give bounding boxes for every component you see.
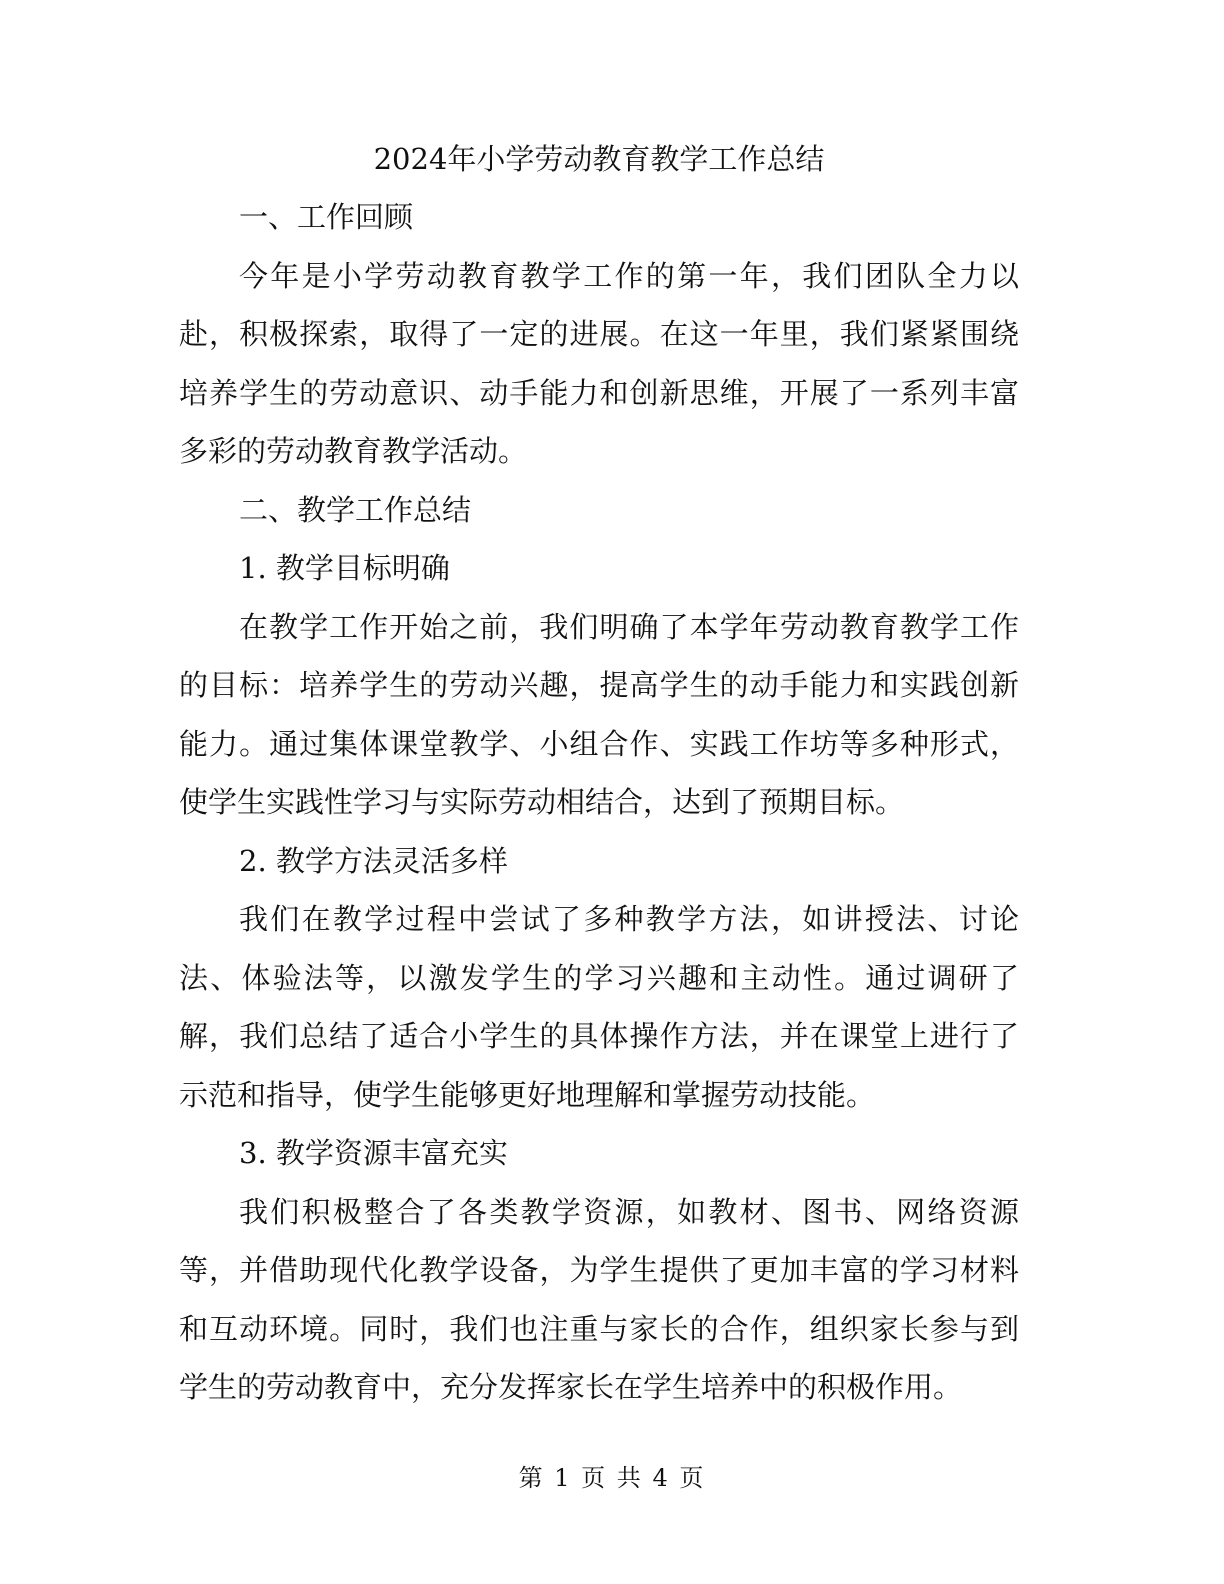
subheading-goals: 1. 教学目标明确 — [239, 551, 450, 585]
paragraph-resources: 我们积极整合了各类教学资源，如教材、图书、网络资源等，并借助现代化教学设备，为学生提供了更加丰富的学习材料和互动环境。同时，我们也注重与家长的合作，组织家长参与到学生的劳动教育中，充分发挥家长在学生培养中的积极作用。 — [179, 1194, 1019, 1404]
section-heading-review: 一、工作回顾 — [239, 200, 414, 234]
subheading-methods: 2. 教学方法灵活多样 — [239, 843, 508, 878]
page-number-footer: 第 1 页 共 4 页 — [518, 1464, 706, 1492]
paragraph-goals: 在教学工作开始之前，我们明确了本学年劳动教育教学工作的目标：培养学生的劳动兴趣，提高学生的动手能力和实践创新能力。通过集体课堂教学、小组合作、实践工作坊等多种形式，使学生实践性学习与实际劳动相结合，达到了预期目标。 — [179, 609, 1019, 819]
document-body — [179, 130, 1019, 1417]
subheading-resources: 3. 教学资源丰富充实 — [239, 1136, 508, 1170]
paragraph-review: 今年是小学劳动教育教学工作的第一年，我们团队全力以赴，积极探索，取得了一定的进展。在这一年里，我们紧紧围绕培养学生的劳动意识、动手能力和创新思维，开展了一系列丰富多彩的劳动教育教学活动。 — [179, 258, 1019, 468]
section-heading-summary: 二、教学工作总结 — [239, 492, 472, 527]
document-title: 2024年小学劳动教育教学工作总结 — [373, 142, 825, 176]
paragraph-methods: 我们在教学过程中尝试了多种教学方法，如讲授法、讨论法、体验法等，以激发学生的学习兴趣和主动性。通过调研了解，我们总结了适合小学生的具体操作方法，并在课堂上进行了示范和指导，使学生能够更好地理解和掌握劳动技能。 — [179, 902, 1019, 1112]
